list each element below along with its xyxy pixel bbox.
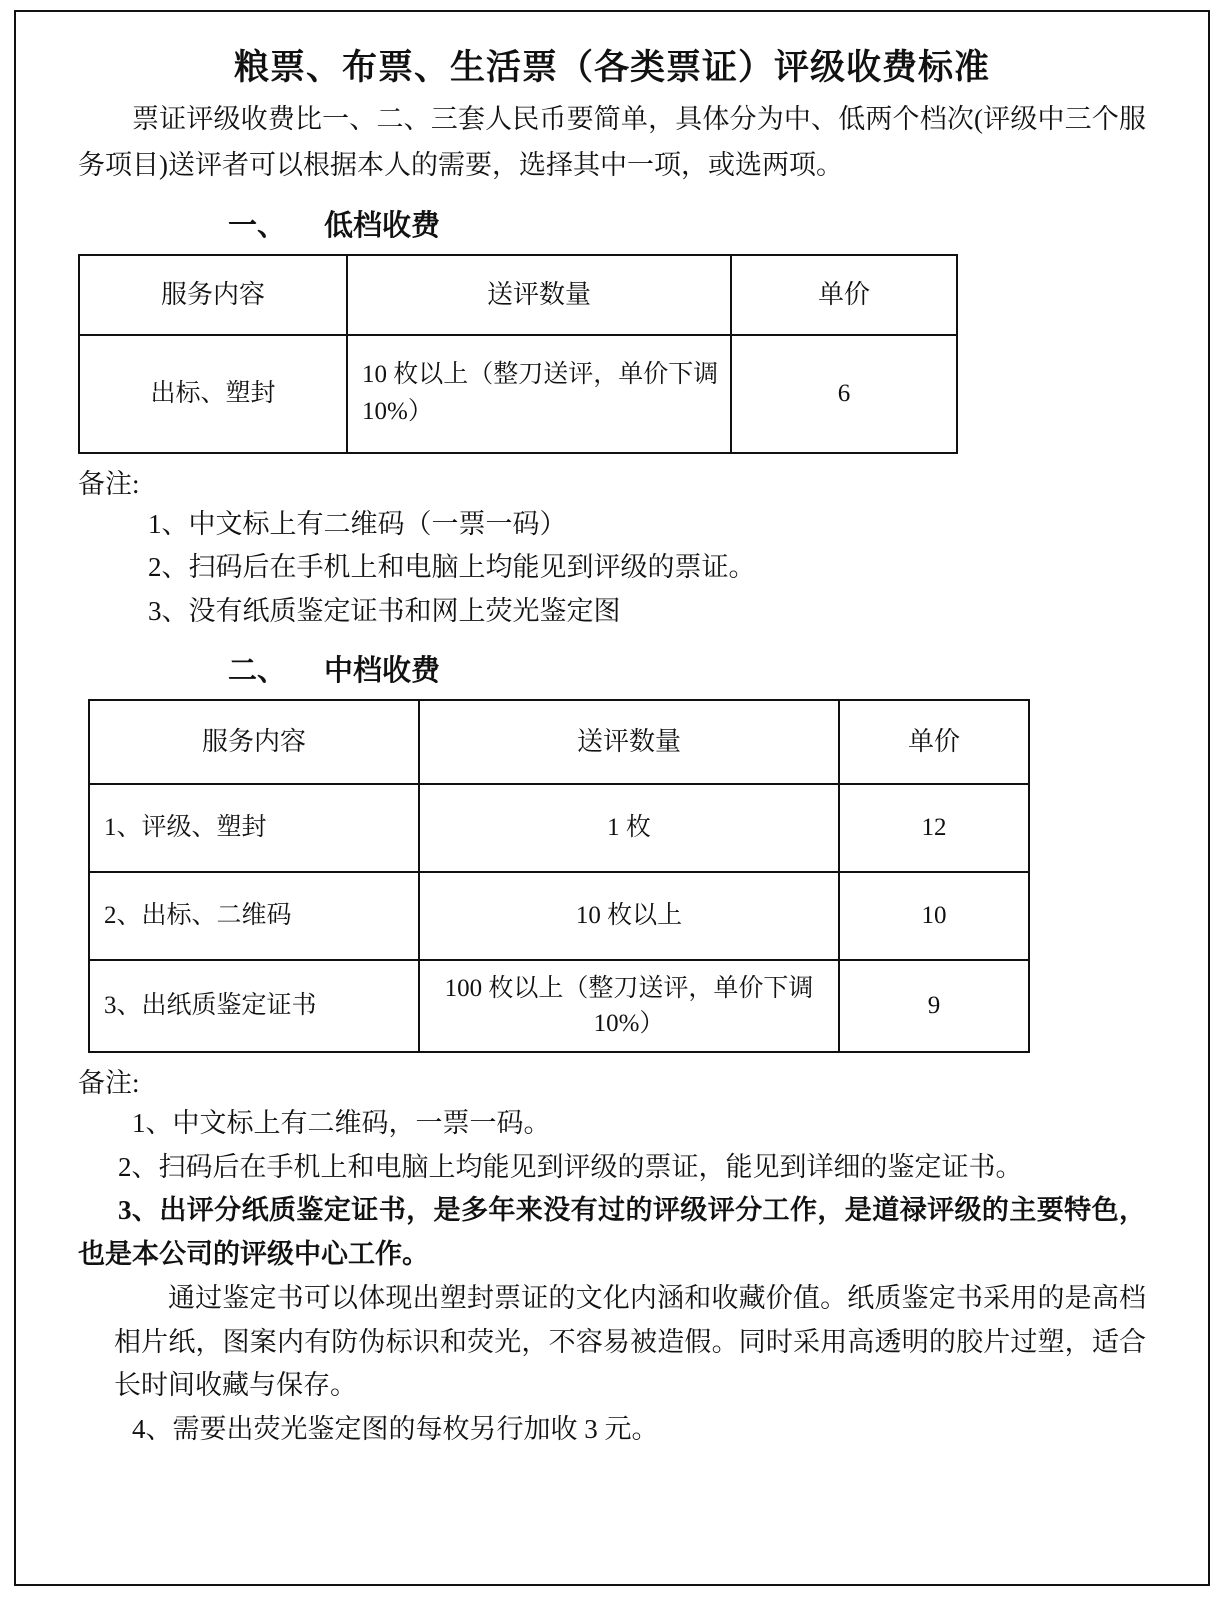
table-row (89, 784, 1029, 872)
fee-table-mid (88, 699, 1030, 1053)
fee-table-low (78, 254, 958, 454)
section-heading-mid (78, 648, 1146, 689)
list-item: 2、扫码后在手机上和电脑上均能见到评级的票证。 (148, 552, 756, 583)
cell-price: 10 (839, 872, 1029, 960)
column-header-quantity: 送评数量 (347, 255, 731, 335)
table-header-row (89, 700, 1029, 784)
column-header-price: 单价 (731, 255, 957, 335)
list-item: 1、中文标上有二维码，一票一码。 (132, 1107, 551, 1138)
remark-label-mid: 备注: (78, 1067, 140, 1098)
page-title: 粮票、布票、生活票（各类票证）评级收费标准 (233, 48, 990, 87)
column-header-service: 服务内容 (79, 255, 347, 335)
list-item: 3、出评分纸质鉴定证书，是多年来没有过的评级评分工作，是道禄评级的主要特色，也是本公司的评级中心工作。 (78, 1195, 1146, 1270)
cell-quantity: 1 枚 (419, 784, 839, 872)
list-item: 2、扫码后在手机上和电脑上均能见到评级的票证，能见到详细的鉴定证书。 (118, 1151, 1023, 1182)
document-page (14, 10, 1210, 1586)
section-number-mid: 二、 (228, 654, 287, 687)
table-row (89, 872, 1029, 960)
cell-price: 6 (731, 335, 957, 453)
certificate-description-paragraph: 通过鉴定书可以体现出塑封票证的文化内涵和收藏价值。纸质鉴定书采用的是高档相片纸，图案内有防伪标识和荧光，不容易被造假。同时采用高透明的胶片过塑，适合长时间收藏与保存。 (114, 1282, 1146, 1401)
note-list-mid (78, 1102, 1146, 1277)
list-item: 4、需要出荧光鉴定图的每枚另行加收 3 元。 (132, 1413, 659, 1444)
section-title-mid: 中档收费 (324, 654, 441, 687)
cell-service: 1、评级、塑封 (89, 784, 419, 872)
list-item: 1、中文标上有二维码（一票一码） (148, 508, 567, 539)
cell-service: 2、出标、二维码 (89, 872, 419, 960)
note-list-low (78, 503, 1146, 634)
list-item: 3、没有纸质鉴定证书和网上荧光鉴定图 (148, 596, 621, 627)
cell-service: 出标、塑封 (79, 335, 347, 453)
remark-label-low: 备注: (78, 468, 140, 499)
cell-quantity: 10 枚以上（整刀送评，单价下调 10%） (347, 335, 731, 453)
column-header-service: 服务内容 (89, 700, 419, 784)
table-row (79, 335, 957, 453)
table-row (89, 960, 1029, 1052)
column-header-quantity: 送评数量 (419, 700, 839, 784)
document-body (16, 12, 1208, 1584)
cell-price: 9 (839, 960, 1029, 1052)
column-header-price: 单价 (839, 700, 1029, 784)
table-header-row (79, 255, 957, 335)
cell-service: 3、出纸质鉴定证书 (89, 960, 419, 1052)
cell-price: 12 (839, 784, 1029, 872)
section-title-low: 低档收费 (324, 209, 441, 242)
intro-paragraph: 票证评级收费比一、二、三套人民币要简单，具体分为中、低两个档次(评级中三个服务项目)送评者可以根据本人的需要，选择其中一项，或选两项。 (78, 103, 1146, 181)
section-number-low: 一、 (228, 209, 287, 242)
section-heading-low (78, 203, 1146, 244)
cell-quantity: 10 枚以上 (419, 872, 839, 960)
note-list-mid-tail (78, 1408, 1146, 1452)
cell-quantity: 100 枚以上（整刀送评，单价下调 10%） (419, 960, 839, 1052)
